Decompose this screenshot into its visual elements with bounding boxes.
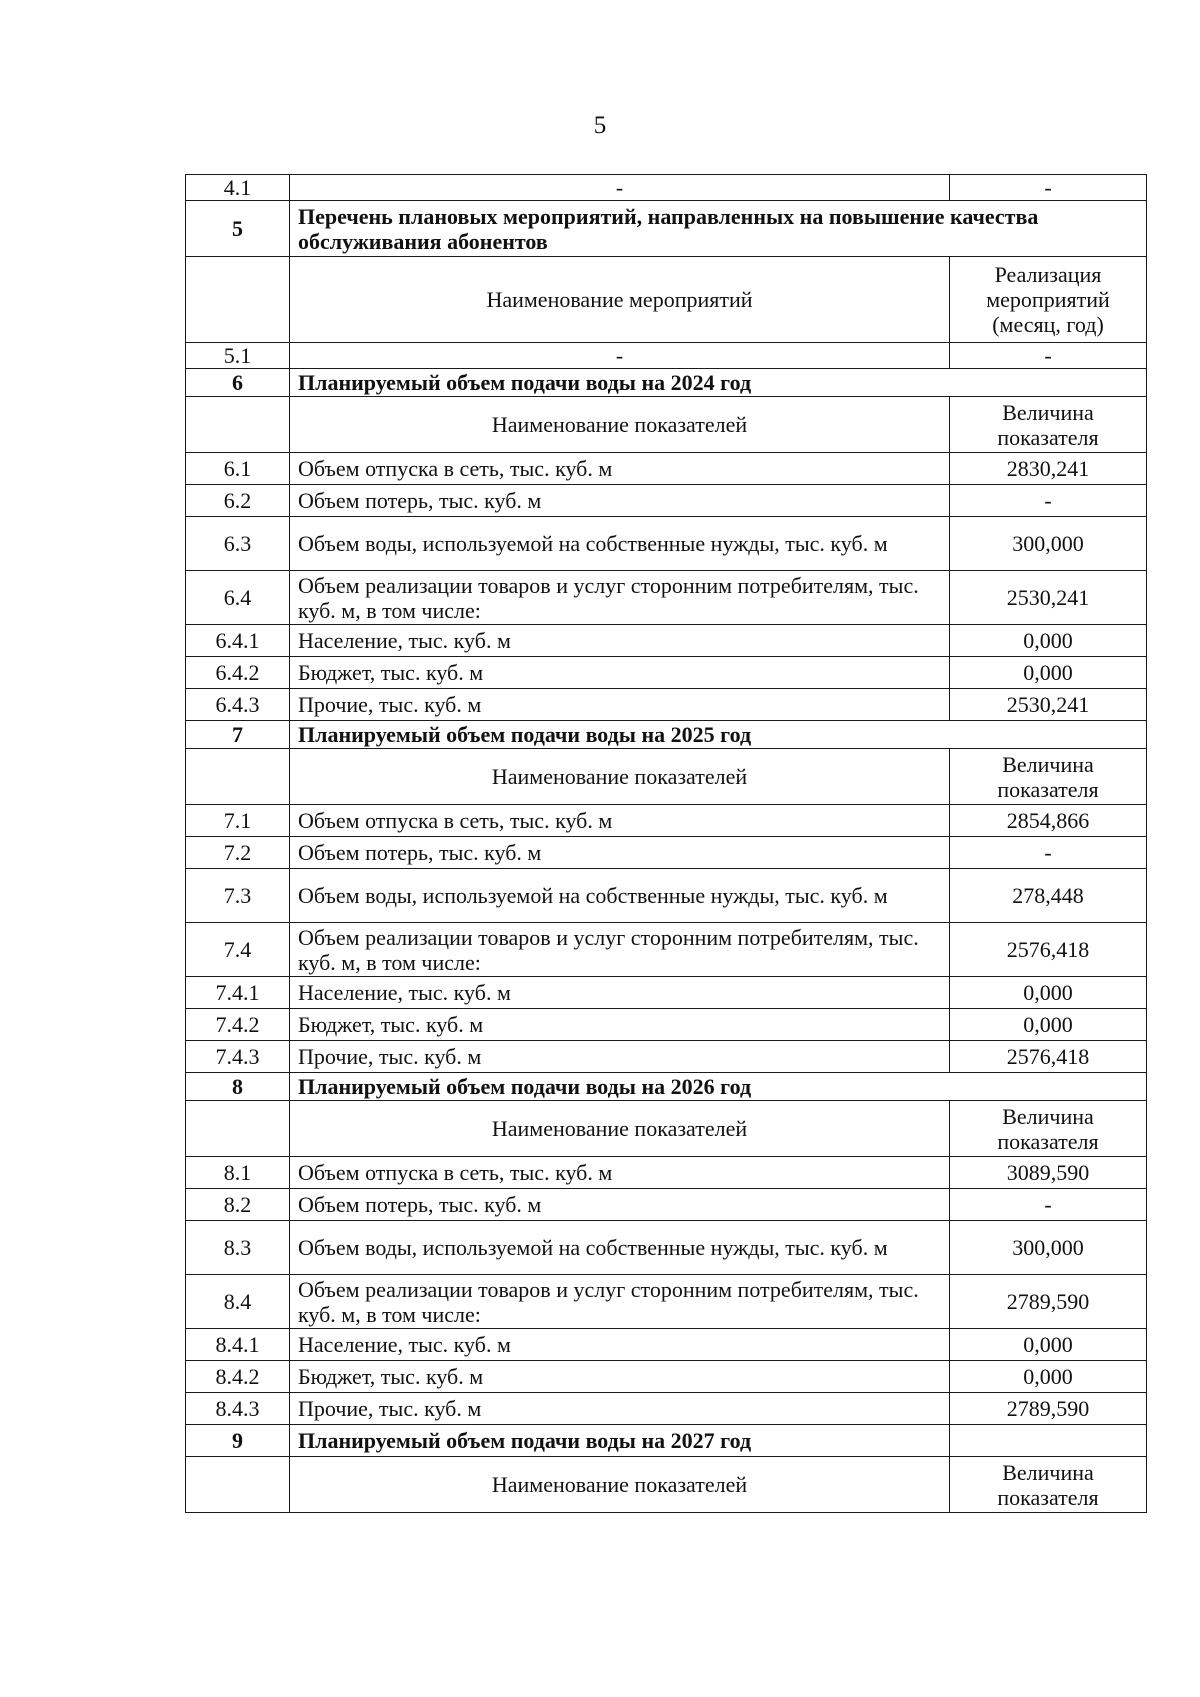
header-row	[186, 1457, 1147, 1513]
header-row	[186, 397, 1147, 453]
row-value: 300,000	[950, 1221, 1147, 1275]
row-value: 2854,866	[950, 805, 1147, 837]
row-label: Прочие, тыс. куб. м	[290, 1041, 950, 1073]
table-row	[186, 1009, 1147, 1041]
row-value: 278,448	[950, 869, 1147, 923]
header-row	[186, 749, 1147, 805]
row-number: 8.2	[186, 1189, 290, 1221]
header-row	[186, 257, 1147, 343]
table-row	[186, 1329, 1147, 1361]
row-value: -	[950, 175, 1147, 201]
table-row	[186, 571, 1147, 625]
column-header-name: Наименование показателей	[290, 749, 950, 805]
row-value: 0,000	[950, 657, 1147, 689]
section-title: Планируемый объем подачи воды на 2026 год	[290, 1073, 1147, 1101]
row-number: 6.1	[186, 453, 290, 485]
section-empty-cell	[950, 1425, 1147, 1457]
row-number: 6.4.3	[186, 689, 290, 721]
row-value: 2530,241	[950, 689, 1147, 721]
table-row	[186, 1275, 1147, 1329]
section-row	[186, 201, 1147, 257]
row-number: 7.4	[186, 923, 290, 977]
section-row	[186, 369, 1147, 397]
table-row	[186, 923, 1147, 977]
table-row	[186, 485, 1147, 517]
row-number: 8.4.2	[186, 1361, 290, 1393]
table-row	[186, 977, 1147, 1009]
plan-table	[185, 174, 1147, 1513]
section-title: Перечень плановых мероприятий, направленных на повышение качества обслуживания абонентов	[290, 201, 1147, 257]
row-number: 6.4.1	[186, 625, 290, 657]
section-title: Планируемый объем подачи воды на 2027 год	[290, 1425, 950, 1457]
row-value: 0,000	[950, 1329, 1147, 1361]
column-header-value: Величина показателя	[950, 1457, 1147, 1513]
row-value: 2789,590	[950, 1275, 1147, 1329]
row-label: Объем потерь, тыс. куб. м	[290, 485, 950, 517]
row-number: 8.3	[186, 1221, 290, 1275]
row-value: 300,000	[950, 517, 1147, 571]
row-value: -	[950, 837, 1147, 869]
row-number: 8.4.3	[186, 1393, 290, 1425]
column-header-name: Наименование показателей	[290, 1457, 950, 1513]
table-row	[186, 1157, 1147, 1189]
row-value: 0,000	[950, 625, 1147, 657]
row-value: 0,000	[950, 977, 1147, 1009]
row-label: Объем потерь, тыс. куб. м	[290, 837, 950, 869]
row-number: 7.4.1	[186, 977, 290, 1009]
row-label: Население, тыс. куб. м	[290, 1329, 950, 1361]
table-row	[186, 689, 1147, 721]
table-row	[186, 1041, 1147, 1073]
row-label: Объем воды, используемой на собственные нужды, тыс. куб. м	[290, 1221, 950, 1275]
row-value: 2830,241	[950, 453, 1147, 485]
section-number: 7	[186, 721, 290, 749]
table-row	[186, 869, 1147, 923]
row-number: 7.4.2	[186, 1009, 290, 1041]
page-number: 5	[593, 112, 607, 139]
row-label: Население, тыс. куб. м	[290, 977, 950, 1009]
row-label: Бюджет, тыс. куб. м	[290, 1009, 950, 1041]
row-label: Население, тыс. куб. м	[290, 625, 950, 657]
section-title: Планируемый объем подачи воды на 2025 год	[290, 721, 1147, 749]
table-row	[186, 1393, 1147, 1425]
row-label: Бюджет, тыс. куб. м	[290, 657, 950, 689]
section-title: Планируемый объем подачи воды на 2024 год	[290, 369, 1147, 397]
row-value: 2576,418	[950, 1041, 1147, 1073]
row-value: 0,000	[950, 1009, 1147, 1041]
row-value: -	[950, 1189, 1147, 1221]
row-label: Объем реализации товаров и услуг сторонним потребителям, тыс. куб. м, в том числе:	[290, 923, 950, 977]
row-number: 6.3	[186, 517, 290, 571]
row-value: 3089,590	[950, 1157, 1147, 1189]
table-row	[186, 805, 1147, 837]
table-row	[186, 175, 1147, 201]
header-row	[186, 1101, 1147, 1157]
column-header-name: Наименование мероприятий	[290, 257, 950, 343]
table-row	[186, 517, 1147, 571]
row-number: 8.4	[186, 1275, 290, 1329]
row-number: 6.2	[186, 485, 290, 517]
row-label: -	[290, 175, 950, 201]
row-label: Прочие, тыс. куб. м	[290, 689, 950, 721]
section-row	[186, 721, 1147, 749]
column-header-value: Реализация мероприятий (месяц, год)	[950, 257, 1147, 343]
row-label: Объем отпуска в сеть, тыс. куб. м	[290, 1157, 950, 1189]
row-value: 2576,418	[950, 923, 1147, 977]
row-label: Объем отпуска в сеть, тыс. куб. м	[290, 453, 950, 485]
column-header-name: Наименование показателей	[290, 1101, 950, 1157]
plan-table-body	[186, 175, 1147, 1513]
row-number: 5.1	[186, 343, 290, 369]
row-number: 7.4.3	[186, 1041, 290, 1073]
header-empty-cell	[186, 1101, 290, 1157]
table-row	[186, 1189, 1147, 1221]
section-number: 6	[186, 369, 290, 397]
table-row	[186, 625, 1147, 657]
row-number: 7.3	[186, 869, 290, 923]
row-label: Объем реализации товаров и услуг сторонним потребителям, тыс. куб. м, в том числе:	[290, 1275, 950, 1329]
row-label: Объем потерь, тыс. куб. м	[290, 1189, 950, 1221]
header-empty-cell	[186, 749, 290, 805]
column-header-value: Величина показателя	[950, 749, 1147, 805]
table-row	[186, 657, 1147, 689]
row-value: -	[950, 485, 1147, 517]
table-row	[186, 837, 1147, 869]
row-label: -	[290, 343, 950, 369]
row-number: 8.1	[186, 1157, 290, 1189]
row-number: 6.4.2	[186, 657, 290, 689]
row-number: 4.1	[186, 175, 290, 201]
row-label: Объем воды, используемой на собственные нужды, тыс. куб. м	[290, 517, 950, 571]
header-empty-cell	[186, 257, 290, 343]
row-value: 2530,241	[950, 571, 1147, 625]
section-row	[186, 1073, 1147, 1101]
row-label: Объем отпуска в сеть, тыс. куб. м	[290, 805, 950, 837]
table-row	[186, 453, 1147, 485]
row-number: 8.4.1	[186, 1329, 290, 1361]
table-row	[186, 1361, 1147, 1393]
row-label: Прочие, тыс. куб. м	[290, 1393, 950, 1425]
section-number: 5	[186, 201, 290, 257]
row-value: 0,000	[950, 1361, 1147, 1393]
section-number: 9	[186, 1425, 290, 1457]
section-row	[186, 1425, 1147, 1457]
row-label: Бюджет, тыс. куб. м	[290, 1361, 950, 1393]
row-number: 6.4	[186, 571, 290, 625]
row-label: Объем реализации товаров и услуг сторонним потребителям, тыс. куб. м, в том числе:	[290, 571, 950, 625]
header-empty-cell	[186, 1457, 290, 1513]
column-header-value: Величина показателя	[950, 397, 1147, 453]
row-number: 7.2	[186, 837, 290, 869]
section-number: 8	[186, 1073, 290, 1101]
row-value: 2789,590	[950, 1393, 1147, 1425]
column-header-value: Величина показателя	[950, 1101, 1147, 1157]
row-value: -	[950, 343, 1147, 369]
column-header-name: Наименование показателей	[290, 397, 950, 453]
row-label: Объем воды, используемой на собственные нужды, тыс. куб. м	[290, 869, 950, 923]
row-number: 7.1	[186, 805, 290, 837]
table-row	[186, 343, 1147, 369]
header-empty-cell	[186, 397, 290, 453]
table-row	[186, 1221, 1147, 1275]
